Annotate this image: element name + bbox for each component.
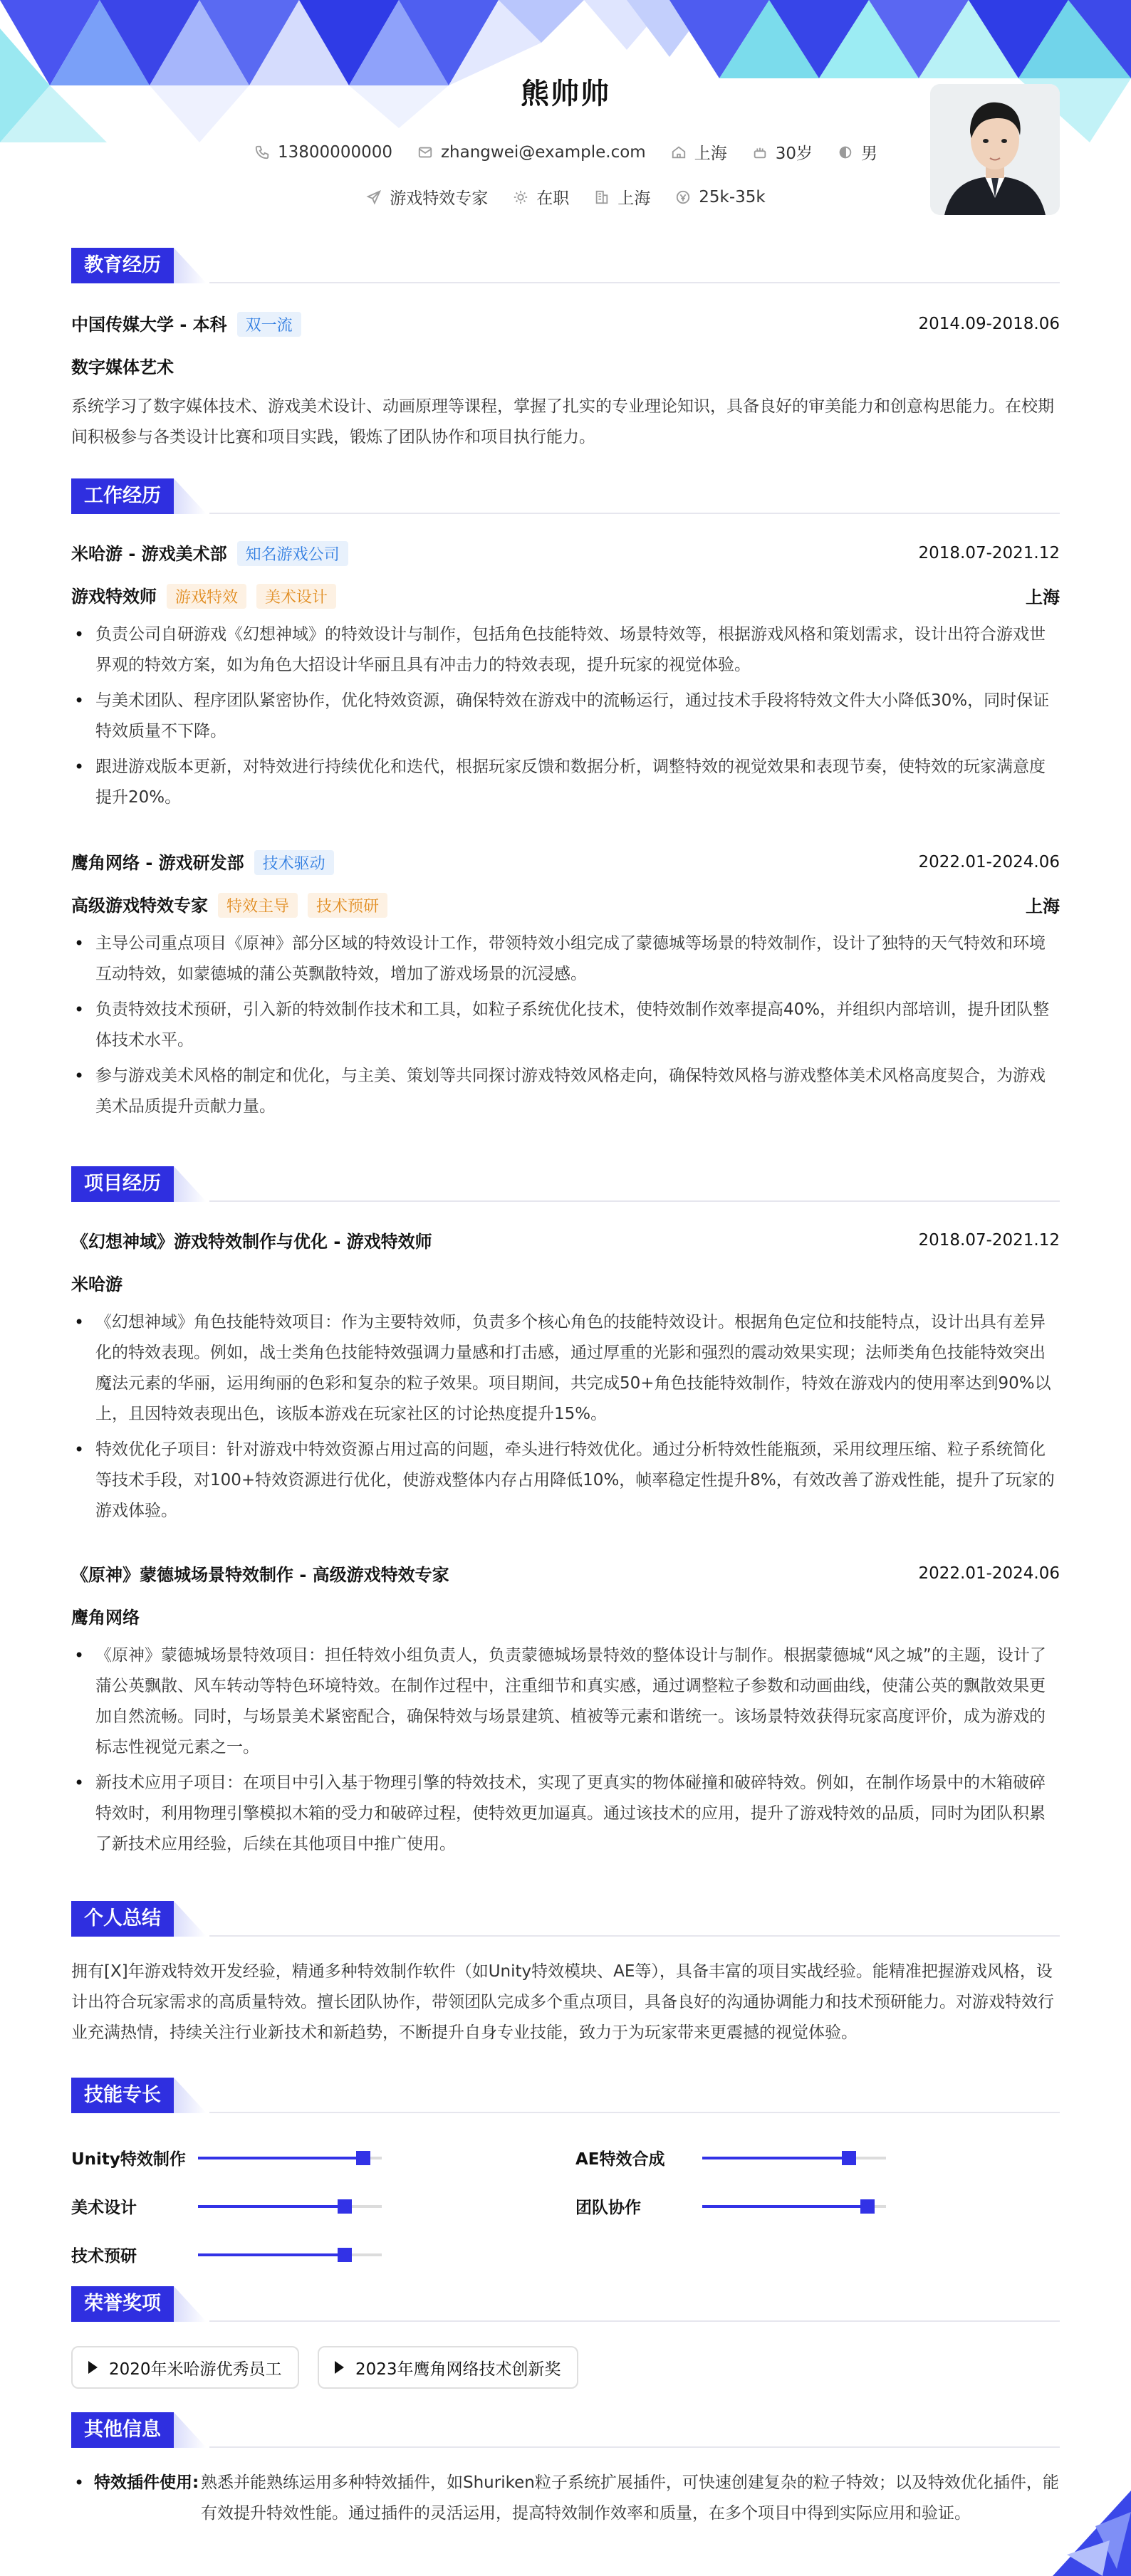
email-text: zhangwei@example.com — [440, 142, 646, 162]
skill-level-fill — [198, 2253, 345, 2256]
project-1-bullets — [71, 1307, 1060, 1532]
gender-item — [837, 140, 877, 164]
role-tag: 特效主导 — [218, 893, 298, 918]
age-icon — [751, 144, 768, 161]
list-item: • 《原神》蒙德城场景特效项目：担任特效小组负责人，负责蒙德城场景特效的整体设计与制作。根据蒙德城“风之城”的主题，设计了蒲公英飘散、风车转动等特色环境特效。在制作过程中，注重细节和真实感，通过调整粒子参数和动画曲线，使蒲公英的飘散效果更加自然流畅。同时，与场景美术紧密配合，确保特效与场景建筑、植被等元素和谐统一。该场景特效获得玩家高度评价，成为游戏的标志性视觉元素之一。 — [71, 1640, 1060, 1763]
work-1-role-row — [71, 582, 1060, 609]
age-item — [751, 140, 813, 164]
building-icon — [593, 189, 610, 206]
section-divider — [209, 2446, 1060, 2448]
skill-name: Unity特效制作 — [71, 2150, 186, 2169]
section-summary-title: 个人总结 — [71, 1901, 174, 1937]
status-icon — [512, 189, 529, 206]
company-name: 米哈游 - 游戏美术部 — [71, 544, 227, 564]
project-2-header — [71, 1561, 1060, 1586]
project-2-company-row — [71, 1603, 1060, 1628]
section-divider — [209, 282, 1060, 283]
job-target-item — [365, 185, 488, 209]
skill-name: AE特效合成 — [575, 2150, 665, 2169]
skill-name: 团队协作 — [575, 2199, 641, 2217]
section-work — [71, 478, 1060, 514]
candidate-name: 熊帅帅 — [521, 78, 610, 110]
phone-icon — [254, 144, 271, 161]
honor-item — [318, 2346, 578, 2389]
section-skills-title: 技能专长 — [71, 2078, 174, 2113]
project-date: 2022.01-2024.06 — [918, 1564, 1060, 1583]
section-other — [71, 2412, 1060, 2448]
skill-level-bar — [198, 2253, 382, 2256]
education-header — [71, 310, 1060, 337]
role-name: 游戏特效师 — [71, 587, 157, 607]
company-tag: 知名游戏公司 — [237, 541, 348, 566]
target-city-text: 上海 — [617, 189, 651, 208]
section-education-title: 教育经历 — [71, 248, 174, 283]
list-item: • 新技术应用子项目：在项目中引入基于物理引擎的特效技术，实现了更真实的物体碰撞和破碎特效。例如，在制作场景中的木箱破碎特效时，利用物理引擎模拟木箱的受力和破碎过程，使特效更加逼真。通过该技术的应用，提升了游戏特效的品质，同时为团队积累了新技术应用经验，后续在其他项目中推广使用。 — [71, 1768, 1060, 1860]
phone-item — [254, 140, 392, 164]
age-text: 30岁 — [775, 145, 813, 163]
section-projects-title: 项目经历 — [71, 1166, 174, 1202]
gender-text: 男 — [860, 145, 877, 163]
corner-decoration — [1038, 2491, 1131, 2576]
work-1-header — [71, 540, 1060, 566]
skill-level-bar — [702, 2205, 886, 2208]
list-item: • 与美术团队、程序团队紧密协作，优化特效资源，确保特效在游戏中的流畅运行，通过技术手段将特效文件大小降低30%，同时保证特效质量不下降。 — [71, 686, 1060, 747]
bullet-dot: • — [74, 2473, 85, 2493]
list-item: • 参与游戏美术风格的制定和优化，与主美、策划等共同探讨游戏特效风格走向，确保特效风格与游戏整体美术风格高度契合，为游戏美术品质提升贡献力量。 — [71, 1061, 1060, 1122]
work-2-role-row — [71, 891, 1060, 918]
avatar-photo — [930, 84, 1060, 215]
education-major-row — [71, 353, 1060, 378]
job-target-text: 游戏特效专家 — [390, 189, 489, 208]
honor-text: 2020年米哈游优秀员工 — [109, 2360, 282, 2379]
role-tag: 技术预研 — [308, 893, 387, 918]
skill-level-fill — [198, 2157, 363, 2159]
skill-level-marker — [842, 2151, 856, 2165]
list-item: • 负责特效技术预研，引入新的特效制作技术和工具，如粒子系统优化技术，使特效制作效率提高40%，并组织内部培训，提升团队整体技术水平。 — [71, 995, 1060, 1056]
work-date: 2018.07-2021.12 — [918, 543, 1060, 562]
project-title: 《幻想神域》游戏特效制作与优化 - 游戏特效师 — [71, 1232, 432, 1252]
send-icon — [365, 189, 382, 206]
section-education — [71, 248, 1060, 283]
section-honors-title: 荣誉奖项 — [71, 2286, 174, 2322]
gender-icon — [837, 144, 854, 161]
section-work-title: 工作经历 — [71, 478, 174, 514]
skill-item — [71, 2194, 382, 2218]
other-value: 熟悉并能熟练运用多种特效插件，如Shuriken粒子系统扩展插件，可快速创建复杂的粒子特效；以及特效优化插件，能有效提升特效性能。通过插件的灵活运用，提高特效制作效率和质量，在多个项目中得到实际应用和验证。 — [201, 2473, 1059, 2523]
city-item — [670, 140, 727, 164]
project-1-header — [71, 1227, 1060, 1252]
project-company: 鹰角网络 — [71, 1608, 140, 1628]
play-icon — [88, 2361, 98, 2374]
section-honors — [71, 2286, 1060, 2322]
role-tag: 美术设计 — [256, 584, 336, 609]
list-item: • 跟进游戏版本更新，对特效进行持续优化和迭代，根据玩家反馈和数据分析，调整特效的视觉效果和表现节奏，使特效的玩家满意度提升20%。 — [71, 752, 1060, 813]
status-item — [512, 185, 569, 209]
status-text: 在职 — [536, 189, 570, 208]
company-tag: 技术驱动 — [254, 850, 334, 875]
list-item: • 主导公司重点项目《原神》部分区域的特效设计工作，带领特效小组完成了蒙德城等场景的特效制作，设计了独特的天气特效和环境互动特效，如蒙德城的蒲公英飘散特效，增加了游戏场景的沉浸感。 — [71, 928, 1060, 990]
section-divider — [209, 2320, 1060, 2322]
city-text: 上海 — [694, 145, 727, 163]
work-city: 上海 — [1026, 896, 1060, 916]
skill-level-marker — [860, 2199, 875, 2214]
other-item — [71, 2468, 1060, 2529]
section-divider — [209, 513, 1060, 514]
salary-icon — [674, 189, 692, 206]
role-name: 高级游戏特效专家 — [71, 896, 208, 916]
target-city-item — [593, 185, 650, 209]
skill-level-fill — [702, 2205, 867, 2208]
skill-name: 美术设计 — [71, 2199, 137, 2217]
project-2-bullets — [71, 1640, 1060, 1865]
other-key: 特效插件使用: — [94, 2473, 199, 2492]
skill-item — [71, 2146, 382, 2169]
skill-level-fill — [702, 2157, 849, 2159]
honor-item — [71, 2346, 299, 2389]
play-icon — [335, 2361, 344, 2374]
skill-level-fill — [198, 2205, 345, 2208]
email-icon — [417, 144, 434, 161]
salary-text: 25k-35k — [699, 187, 766, 206]
project-company: 米哈游 — [71, 1274, 123, 1294]
list-item: • 特效优化子项目：针对游戏中特效资源占用过高的问题，牵头进行特效优化。通过分析特效性能瓶颈，采用纹理压缩、粒子系统简化等技术手段，对100+特效资源进行优化，使游戏整体内存占用降低10%，帧率稳定性提升8%，有效改善了游戏性能，提升了玩家的游戏体验。 — [71, 1435, 1060, 1527]
role-tag: 游戏特效 — [167, 584, 246, 609]
skill-name: 技术预研 — [71, 2247, 137, 2266]
section-skills — [71, 2078, 1060, 2113]
skill-item — [575, 2146, 886, 2169]
list-item: • 负责公司自研游戏《幻想神域》的特效设计与制作，包括角色技能特效、场景特效等，根据游戏风格和策划需求，设计出符合游戏世界观的特效方案，如为角色大招设计华丽且具有冲击力的特效表现，提升玩家的视觉体验。 — [71, 619, 1060, 681]
skill-level-marker — [338, 2248, 352, 2262]
salary-item — [674, 185, 765, 209]
work-city: 上海 — [1026, 587, 1060, 607]
skill-level-bar — [198, 2205, 382, 2208]
skill-item — [575, 2194, 886, 2218]
work-date: 2022.01-2024.06 — [918, 852, 1060, 871]
work-1-bullets — [71, 619, 1060, 818]
project-date: 2018.07-2021.12 — [918, 1230, 1060, 1250]
section-other-title: 其他信息 — [71, 2412, 174, 2448]
summary-text: 拥有[X]年游戏特效开发经验，精通多种特效制作软件（如Unity特效模块、AE等），具备丰富的项目实战经验。能精准把握游戏风格，设计出符合玩家需求的高质量特效。擅长团队协作，带领团队完成多个重点项目，具备良好的沟通协调能力和技术预研能力。对游戏特效行业充满热情，持续关注行业新技术和新趋势，不断提升自身专业技能，致力于为玩家带来更震撼的视觉体验。 — [71, 1962, 1054, 2042]
work-2-header — [71, 849, 1060, 875]
school-name: 中国传媒大学 - 本科 — [71, 315, 227, 335]
list-item: • 《幻想神域》角色技能特效项目：作为主要特效师，负责多个核心角色的技能特效设计。根据角色定位和技能特点，设计出具有差异化的特效表现。例如，战士类角色技能特效强调力量感和打击感，通过厚重的光影和强烈的震动效果实现；法师类角色技能特效突出魔法元素的华丽，运用绚丽的色彩和复杂的粒子效果。项目期间，共完成50+角色技能特效制作，特效在游戏内的使用率达到90%以上，且因特效表现出色，该版本游戏在玩家社区的讨论热度提升15%。 — [71, 1307, 1060, 1430]
section-divider — [209, 2112, 1060, 2113]
section-divider — [209, 1200, 1060, 1202]
project-1-company-row — [71, 1270, 1060, 1295]
major-name: 数字媒体艺术 — [71, 357, 174, 377]
section-summary — [71, 1901, 1060, 1937]
skill-level-bar — [702, 2157, 886, 2159]
email-item — [417, 140, 646, 164]
school-tag: 双一流 — [237, 312, 301, 337]
education-description: 系统学习了数字媒体技术、游戏美术设计、动画原理等课程，掌握了扎实的专业理论知识，具备良好的审美能力和创意构思能力。在校期间积极参与各类设计比赛和项目实践，锻炼了团队协作和项目执行能力。 — [71, 397, 1054, 446]
project-title: 《原神》蒙德城场景特效制作 - 高级游戏特效专家 — [71, 1565, 449, 1585]
phone-text: 13800000000 — [278, 142, 392, 162]
skill-level-marker — [356, 2151, 370, 2165]
section-divider — [209, 1935, 1060, 1937]
home-icon — [670, 144, 687, 161]
honor-text: 2023年鹰角网络技术创新奖 — [355, 2360, 561, 2379]
skill-level-bar — [198, 2157, 382, 2159]
skill-level-marker — [338, 2199, 352, 2214]
education-date: 2014.09-2018.06 — [918, 314, 1060, 333]
skill-item — [71, 2243, 382, 2266]
company-name: 鹰角网络 - 游戏研发部 — [71, 853, 244, 873]
work-2-bullets — [71, 928, 1060, 1127]
section-projects — [71, 1166, 1060, 1202]
